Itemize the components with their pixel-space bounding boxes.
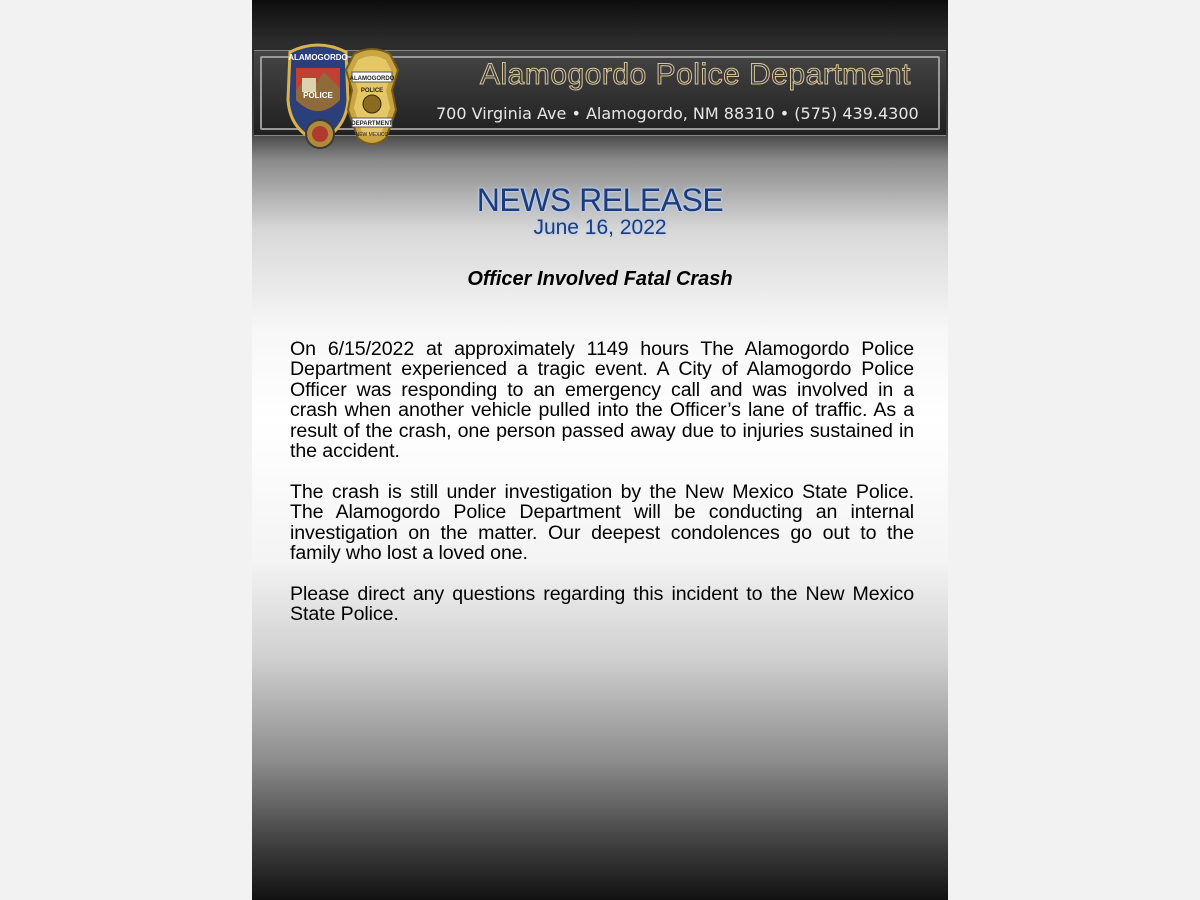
body-paragraph-1: On 6/15/2022 at approximately 1149 hours The Alamogordo Police Department experienced a tragic event. A City of Alamogordo Police Officer was responding to an emergency call and was involved in a crash when another vehicle pulled into the Officer’s lane of traffic. As a result of the crash, one person passed away due to injuries sustained in the accident. bbox=[290, 338, 914, 463]
news-release-page bbox=[252, 0, 948, 900]
department-address: 700 Virginia Ave • Alamogordo, NM 88310 • (575) 439.4300 bbox=[436, 104, 919, 123]
badge-text-bottom: DEPARTMENT bbox=[351, 121, 393, 127]
release-body bbox=[290, 339, 914, 645]
patch-text-mid: POLICE bbox=[303, 91, 333, 100]
police-patch-logo bbox=[282, 38, 402, 150]
department-name: Alamogordo Police Department bbox=[480, 58, 911, 91]
release-date: June 16, 2022 bbox=[533, 216, 667, 239]
body-paragraph-3: Please direct any questions regarding this incident to the New Mexico State Police. bbox=[290, 582, 914, 626]
body-paragraph-2: The crash is still under investigation by the New Mexico State Police. The Alamogordo Police Department will be conducting an internal investigation on the matter. Our deepest condolences go out to the family who lost a loved one. bbox=[290, 480, 914, 565]
badge-text-mid: POLICE bbox=[360, 88, 384, 94]
badge-text-top: ALAMOGORDO bbox=[349, 76, 395, 82]
badge-state-text: NEW MEXICO bbox=[355, 132, 389, 138]
patch-text-top: ALAMOGORDO bbox=[288, 53, 348, 62]
release-headline: Officer Involved Fatal Crash bbox=[467, 268, 733, 290]
news-release-title: NEWS RELEASE bbox=[476, 182, 724, 218]
